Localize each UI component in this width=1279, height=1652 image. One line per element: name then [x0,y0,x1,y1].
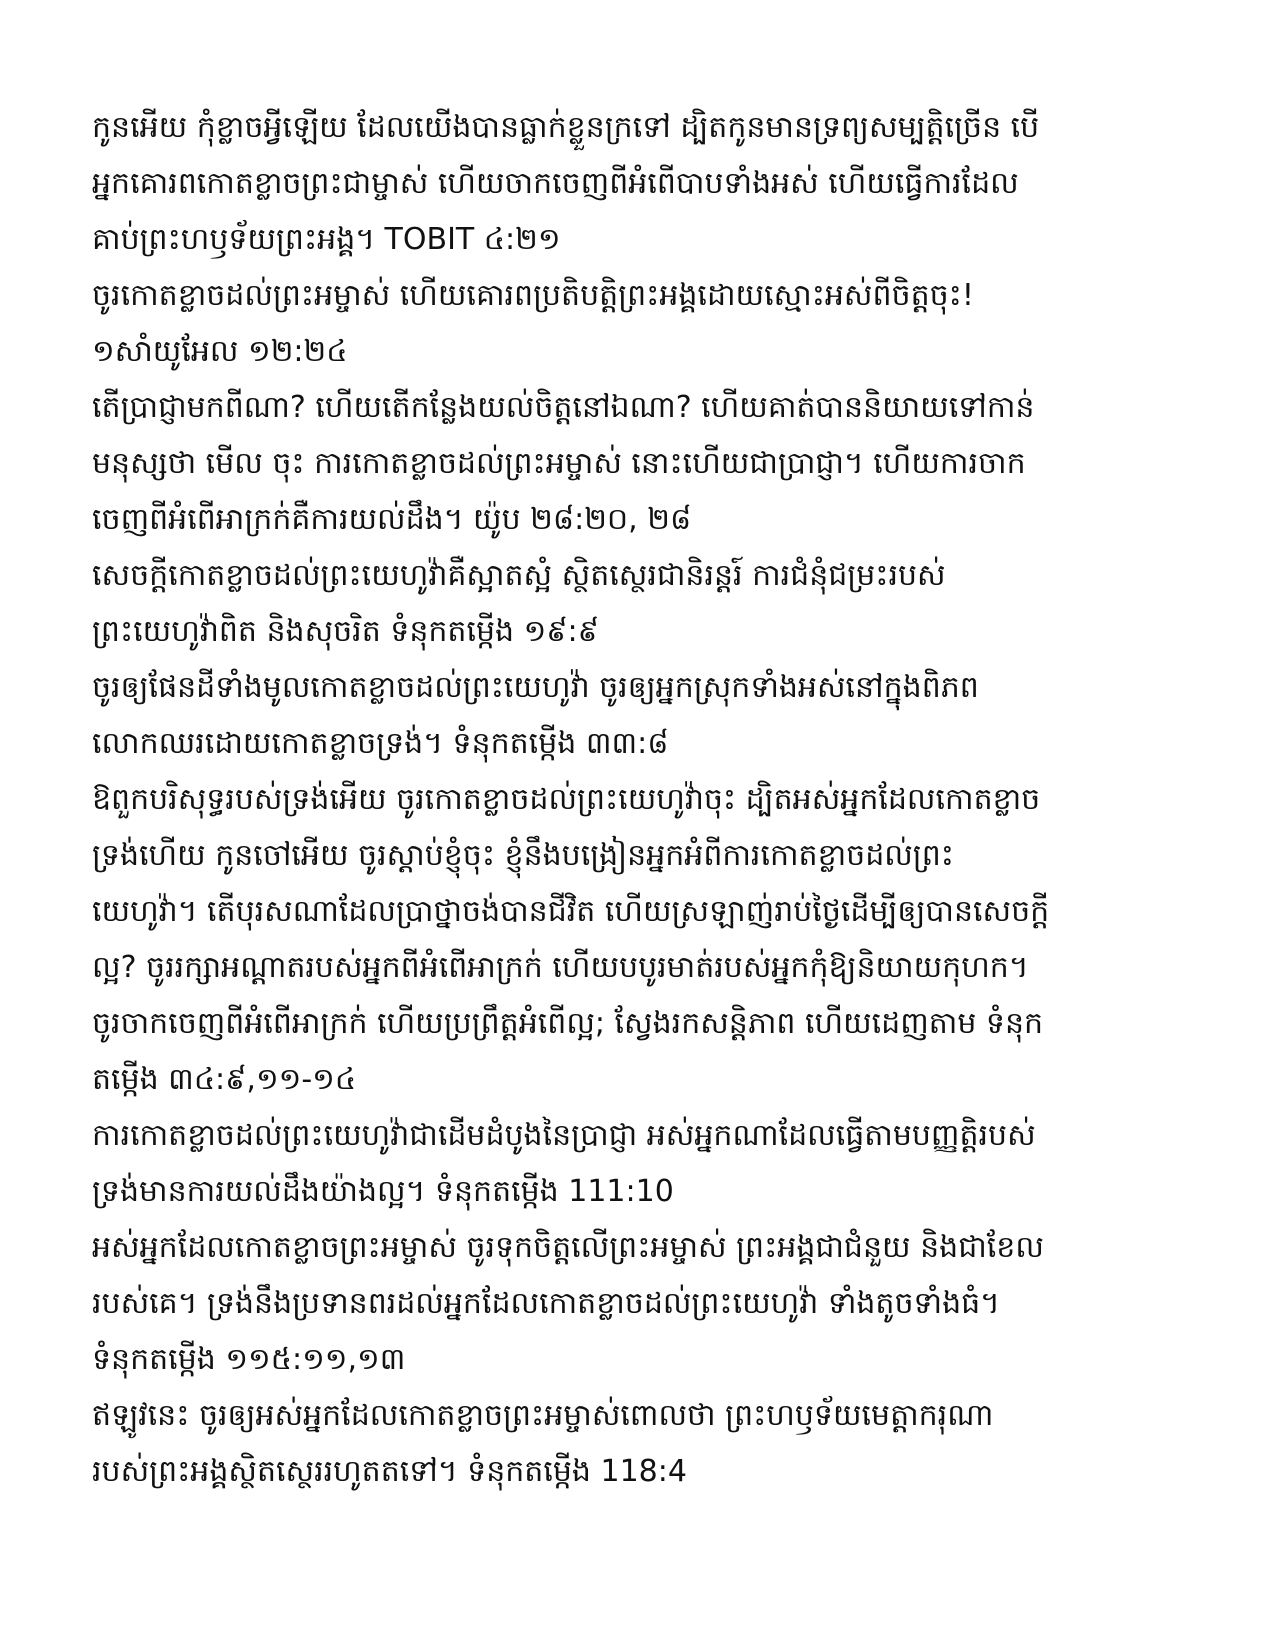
text-line: ១សាំយូអែល ១២:២៤ [92,334,348,369]
text-line: ល្អ? ចូររក្សាអណ្តាតរបស់អ្នកពីអំពើអាក្រក់ ហើយបបូរមាត់របស់អ្នកកុំឱ្យនិយាយកុហក។ [92,950,1029,985]
text-line: កូនអើយ កុំខ្លាចអ្វីឡើយ ដែលយើងបានធ្លាក់ខ្លួនក្រទៅ ដ្បិតកូនមានទ្រព្យសម្បត្តិច្រើន បើ [92,110,1040,145]
scripture-text-block [92,100,1197,1500]
text-line: អ្នកគោរពកោតខ្លាចព្រះជាម្ចាស់ ហើយចាកចេញពីអំពើបាបទាំងអស់ ហើយធ្វើការដែល [92,166,1019,201]
text-line: ចូរកោតខ្លាចដល់ព្រះអម្ចាស់ ហើយគោរពប្រតិបត្តិព្រះអង្គដោយស្មោះអស់ពីចិត្តចុះ! [92,278,974,313]
text-line: ឥឡូវនេះ ចូរឲ្យអស់អ្នកដែលកោតខ្លាចព្រះអម្ចាស់ពោលថា ព្រះហឫទ័យមេត្តាករុណា [92,1398,994,1433]
text-line: ទ្រង់ហើយ កូនចៅអើយ ចូរស្តាប់ខ្ញុំចុះ ខ្ញុំនឹងបង្រៀនអ្នកអំពីការកោតខ្លាចដល់ព្រះ [92,838,954,873]
text-line: តម្កើង ៣៤:៩,១១-១៤ [92,1062,357,1097]
text-line: យេហូវ៉ា។ តើបុរសណាដែលប្រាថ្នាចង់បានជីវិត ហើយស្រឡាញ់រាប់ថ្ងៃដើម្បីឲ្យបានសេចក្តី [92,894,1050,929]
text-line: ចូរឲ្យផែនដីទាំងមូលកោតខ្លាចដល់ព្រះយេហូវ៉ា ចូរឲ្យអ្នកស្រុកទាំងអស់នៅក្នុងពិភព [92,670,979,705]
text-line: មនុស្សថា មើល ចុះ ការកោតខ្លាចដល់ព្រះអម្ចាស់ នោះហើយជាប្រាជ្ញា។ ហើយការចាក [92,446,1026,481]
text-line: តើប្រាជ្ញាមកពីណា? ហើយតើកន្លែងយល់ចិត្តនៅឯណា? ហើយគាត់បាននិយាយទៅកាន់ [92,390,1035,425]
text-line: របស់គេ។ ទ្រង់នឹងប្រទានពរដល់អ្នកដែលកោតខ្លាចដល់ព្រះយេហូវ៉ា ទាំងតូចទាំងធំ។ [92,1286,1000,1321]
text-line: ចេញពីអំពើអាក្រក់គឺការយល់ដឹង។ យ៉ូប ២៨:២០, ២៨ [92,502,692,537]
text-line: ទំនុកតម្កើង ១១៥:១១,១៣ [92,1342,406,1377]
text-line: អស់អ្នកដែលកោតខ្លាចព្រះអម្ចាស់ ចូរទុកចិត្តលើព្រះអម្ចាស់ ព្រះអង្គជាជំនួយ និងជាខែល [92,1230,1044,1265]
text-line: សេចក្តីកោតខ្លាចដល់ព្រះយេហូវ៉ាគឺស្អាតស្អំ ស្ថិតស្ថេរជានិរន្តរ៍ ការជំនុំជម្រះរបស់ [92,558,946,593]
text-line: ឱពួកបរិសុទ្ធរបស់ទ្រង់អើយ ចូរកោតខ្លាចដល់ព្រះយេហូវ៉ាចុះ ដ្បិតអស់អ្នកដែលកោតខ្លាច [92,782,1041,817]
text-line: គាប់ព្រះហឫទ័យព្រះអង្គ។ TOBIT ៤:២១ [92,222,561,257]
text-line: ចូរចាកចេញពីអំពើអាក្រក់ ហើយប្រព្រឹត្តអំពើល្អ; ស្វែងរកសន្តិភាព ហើយដេញតាម ទំនុក [92,1006,1044,1041]
text-line: ទ្រង់មានការយល់ដឹងយ៉ាងល្អ។ ទំនុកតម្កើង 111:10 [92,1174,674,1209]
text-line: ការកោតខ្លាចដល់ព្រះយេហូវ៉ាជាដើមដំបូងនៃប្រាជ្ញា អស់អ្នកណាដែលធ្វើតាមបញ្ញត្តិរបស់ [92,1118,1036,1153]
text-line: របស់ព្រះអង្គស្ថិតស្ថេររហូតតទៅ។ ទំនុកតម្កើង 118:4 [92,1454,687,1489]
text-line: លោកឈរដោយកោតខ្លាចទ្រង់។ ទំនុកតម្កើង ៣៣:៨ [92,726,669,761]
text-line: ព្រះយេហូវ៉ាពិត និងសុចរិត ទំនុកតម្កើង ១៩:៩ [92,614,599,649]
